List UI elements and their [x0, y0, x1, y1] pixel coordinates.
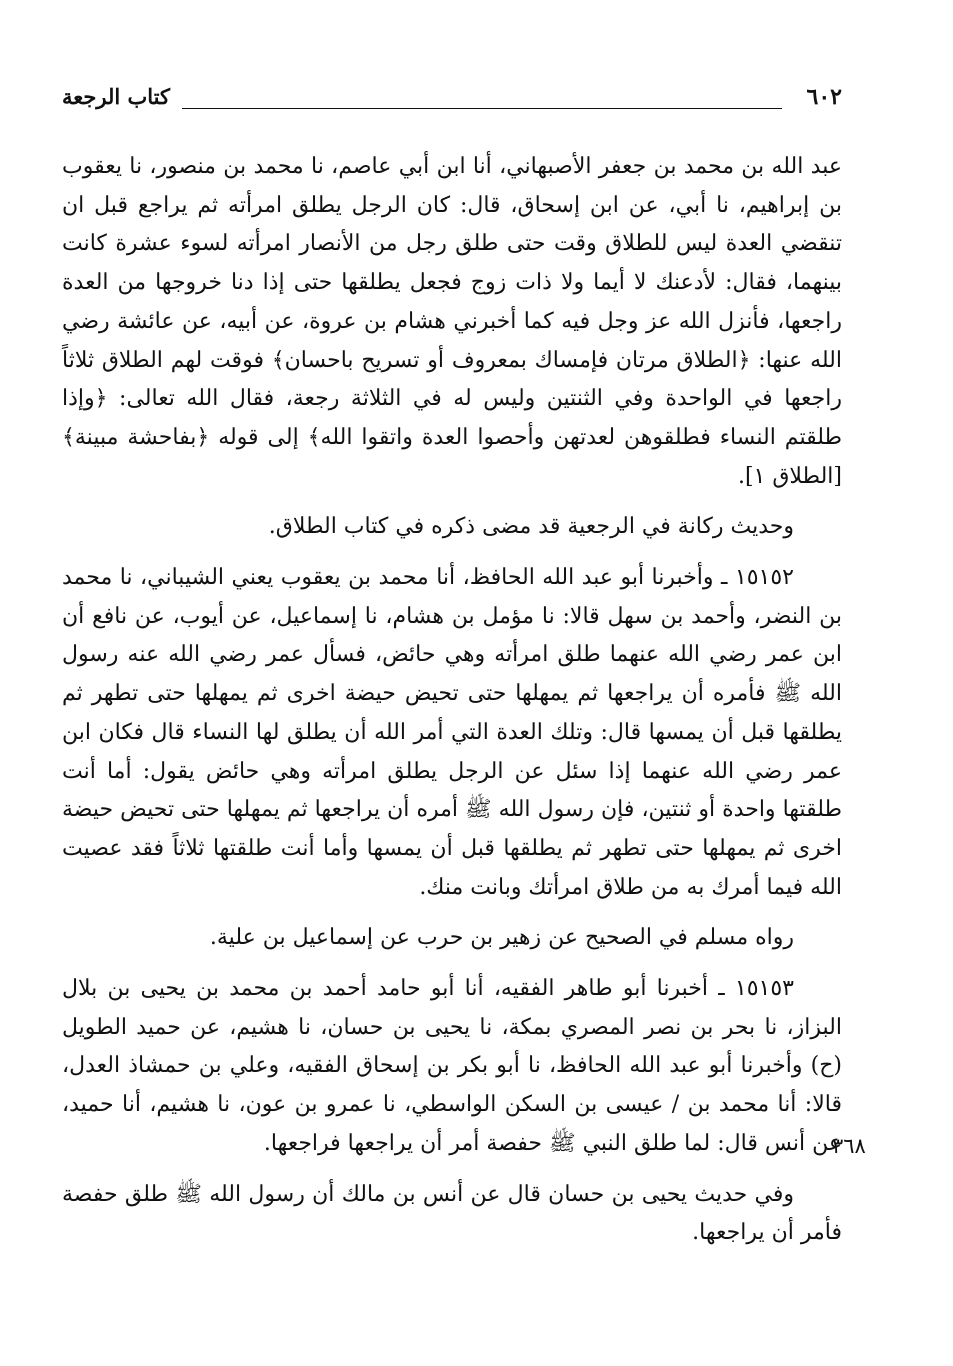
- paragraph-ibn-ishaq-report: عبد الله بن محمد بن جعفر الأصبهاني، أنا ابن أبي عاصم، نا محمد بن منصور، نا يعقوب بن إبراهيم، نا أبي، عن ابن إسحاق، قال: كان الرجل يطلق امرأته ثم يراجع قبل ان تنقضي العدة ليس للطلاق وقت حتى طلق رجل من الأنصار امرأته لسوء عشرة كانت بينهما، فقال: لأدعنك لا أيما ولا ذات زوج فجعل يطلقها حتى إذا دنا خروجها من العدة راجعها، فأنزل الله عز وجل فيه كما أخبرني هشام بن عروة، عن أبيه، عن عائشة رضي الله عنها: ﴿الطلاق مرتان فإمساك بمعروف أو تسريح باحسان﴾ فوقت لهم الطلاق ثلاثاً راجعها في الواحدة وفي الثنتين وليس له في الثلاثة رجعة، فقال الله تعالى: ﴿وإذا طلقتم النساء فطلقوهن لعدتهن وأحصوا العدة واتقوا الله﴾ إلى قوله ﴿بفاحشة مبينة﴾ [الطلاق ١].: [62, 154, 842, 489]
- margin-manuscript-number: ٣٦٨: [832, 1134, 866, 1158]
- paragraph-rukana-note: وحديث ركانة في الرجعية قد مضى ذكره في كتاب الطلاق.: [268, 514, 794, 540]
- paragraph-yahya-note: وفي حديث يحيى بن حسان قال عن أنس بن مالك أن رسول الله ﷺ طلق حفصة فأمر أن يراجعها.: [62, 1181, 842, 1246]
- paragraph-muslim-note: رواه مسلم في الصحيح عن زهير بن حرب عن إسماعيل بن علية.: [209, 925, 794, 951]
- main-text: [62, 148, 842, 1253]
- page-number: ٦٠٢: [806, 84, 842, 110]
- paragraph-hadith-15152: ١٥١٥٢ ـ وأخبرنا أبو عبد الله الحافظ، أنا محمد بن يعقوب يعني الشيباني، نا محمد بن النضر، وأحمد بن سهل قالا: نا مؤمل بن هشام، نا إسماعيل، عن أيوب، عن نافع أن ابن عمر رضي الله عنهما طلق امرأته وهي حائض، فسأل عمر رضي الله عنه رسول الله ﷺ فأمره أن يراجعها ثم يمهلها حتى تحيض حيضة اخرى ثم يمهلها حتى تطهر ثم يطلقها قبل أن يمسها قال: وتلك العدة التي أمر الله أن يطلق لها النساء قال فكان ابن عمر رضي الله عنهما إذا سئل عن الرجل يطلق امرأته وهي حائض يقول: أما أنت طلقتها واحدة أو ثنتين، فإن رسول الله ﷺ أمره أن يراجعها ثم يمهلها حتى تحيض حيضة اخرى ثم يمهلها حتى تطهر ثم يطلقها قبل أن يمسها وأما أنت طلقتها ثلاثاً فقد عصيت الله فيما أمرك به من طلاق امرأتك وبانت منك.: [62, 565, 842, 900]
- running-title: كتاب الرجعة: [62, 84, 171, 109]
- page-header: [62, 84, 842, 118]
- header-rule: [182, 108, 782, 109]
- paragraph-hadith-15153: ١٥١٥٣ ـ أخبرنا أبو طاهر الفقيه، أنا أبو حامد أحمد بن محمد بن يحيى بن بلال البزاز، نا بحر بن نصر المصري بمكة، نا يحيى بن حسان، نا هشيم، عن حميد الطويل (ح) وأخبرنا أبو عبد الله الحافظ، نا أبو بكر بن إسحاق الفقيه، وعلي بن حمشاذ العدل، قالا: أنا محمد بن / عيسى بن السكن الواسطي، نا عمرو بن عون، نا هشيم، أنا حميد، عن أنس قال: لما طلق النبي ﷺ حفصة أمر أن يراجعها فراجعها.: [62, 976, 842, 1156]
